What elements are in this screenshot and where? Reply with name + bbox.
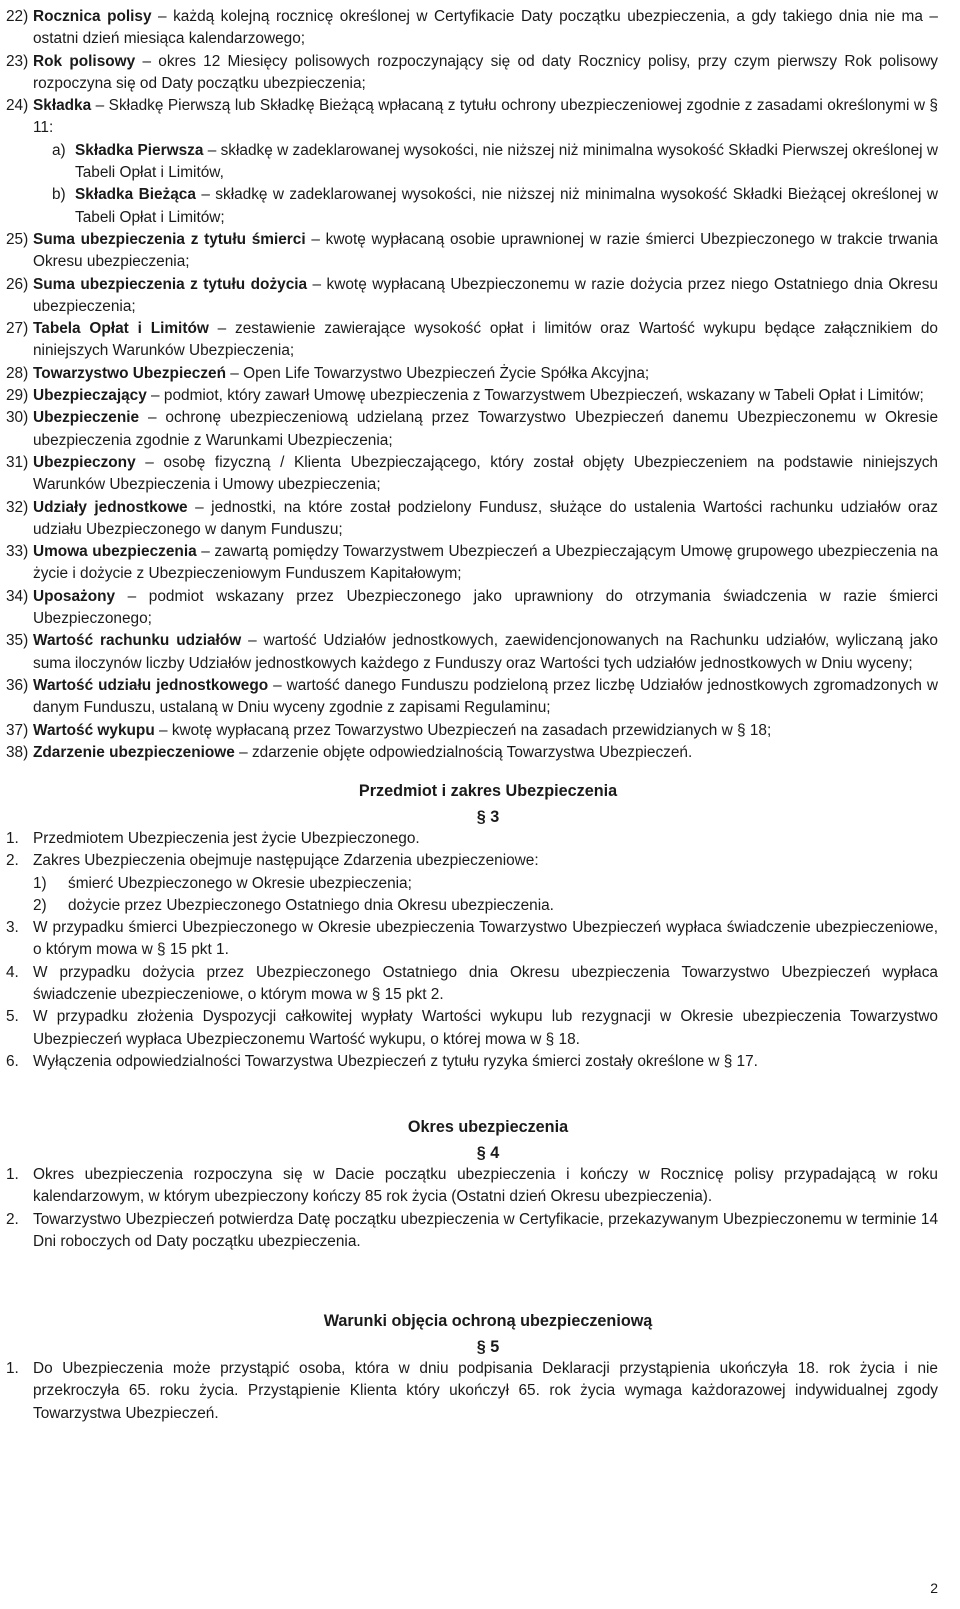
- term: Wartość rachunku udziałów: [33, 632, 242, 650]
- term: Suma ubezpieczenia z tytułu śmierci: [33, 230, 306, 248]
- item-text: W przypadku dożycia przez Ubezpieczonego Ostatniego dnia Okresu ubezpieczenia Towarzystwo Ubezpieczeń wypłaca świadczenie ubezpieczeniowe, o którym mowa w § 15 pkt 2.: [33, 963, 938, 1004]
- term: Towarzystwo Ubezpieczeń: [33, 364, 226, 382]
- list-item: [0, 917, 960, 962]
- definition-text: – Składkę Pierwszą lub Składkę Bieżącą wpłacaną z tytułu ochrony ubezpieczeniowej zgodnie z zasadami określonymi w § 11:: [33, 97, 938, 137]
- item-number: 37): [6, 721, 29, 739]
- list-item: [0, 1164, 960, 1209]
- item-number: 38): [6, 743, 29, 761]
- definition-text: – podmiot, który zawarł Umowę ubezpieczenia z Towarzystwem Ubezpieczeń, wskazany w Tabeli Opłat i Limitów;: [146, 387, 924, 405]
- list-item: [0, 850, 960, 872]
- item-number: 33): [6, 543, 29, 561]
- definition-item: [0, 385, 960, 407]
- definition-text: – podmiot wskazany przez Ubezpieczonego jako uprawniony do otrzymania świadczenia w razie śmierci Ubezpieczonego;: [33, 587, 938, 628]
- term: Rocznica polisy: [33, 8, 152, 25]
- definition-item: [0, 318, 960, 363]
- definition-text: – zestawienie zawierające wysokość opłat i limitów oraz Wartość wykupu będące załącznikiem do niniejszych Warunków Ubezpieczenia;: [33, 320, 938, 360]
- item-number: 2.: [6, 1210, 19, 1228]
- item-number: 36): [6, 676, 29, 694]
- list-item: [0, 828, 960, 850]
- item-text: Towarzystwo Ubezpieczeń potwierdza Datę początku ubezpieczenia w Certyfikacie, przekazywanym Ubezpieczonemu w terminie 14 Dni roboczych od Daty początku ubezpieczenia.: [33, 1210, 938, 1250]
- item-number: 23): [6, 52, 29, 70]
- list-item: [0, 1209, 960, 1254]
- definition-text: – kwotę wypłacaną przez Towarzystwo Ubezpieczeń na zasadach przewidzianych w § 18;: [154, 721, 772, 739]
- definition-text: – okres 12 Miesięcy polisowych rozpoczynający się od daty Rocznicy polisy, przy czym pierwszy Rok polisowy rozpoczyna się od Daty początku ubezpieczenia;: [33, 52, 938, 92]
- item-number: 30): [6, 409, 29, 427]
- term: Składka Bieżąca: [75, 186, 196, 204]
- term: Uposażony: [33, 587, 116, 605]
- item-text: Przedmiotem Ubezpieczenia jest życie Ubezpieczonego.: [33, 830, 420, 847]
- term: Ubezpieczający: [33, 387, 147, 405]
- item-number: 4.: [6, 963, 19, 981]
- definition-text: – osobę fizyczną / Klienta Ubezpieczającego, który został objęty Ubezpieczeniem na podstawie niniejszych Warunków Ubezpieczenia i Umowy ubezpieczenia;: [33, 453, 938, 494]
- definition-text: – ochronę ubezpieczeniową udzielaną przez Towarzystwo Ubezpieczeń danemu Ubezpieczonemu w Okresie ubezpieczenia zgodnie z Warunkami Ubezpieczenia;: [33, 409, 938, 449]
- item-number: 5.: [6, 1008, 19, 1026]
- definition-item: [0, 452, 960, 497]
- definition-text: – każdą kolejną rocznicę określonej w Certyfikacie Daty początku ubezpieczenia, a gdy takiego dnia nie ma – ostatni dzień miesiąca kalendarzowego;: [33, 8, 938, 48]
- section-title: Okres ubezpieczenia: [407, 1118, 569, 1136]
- definition-item: [0, 541, 960, 586]
- item-number: 1.: [6, 830, 19, 847]
- subitem-text: śmierć Ubezpieczonego w Okresie ubezpieczenia;: [68, 874, 412, 892]
- item-text: Okres ubezpieczenia rozpoczyna się w Dacie początku ubezpieczenia i kończy w Rocznicę polisy przypadającą w roku kalendarzowym, w którym ubezpieczony kończy 85 rok życia (Ostatni dzień Okresu ubezpieczenia).: [33, 1166, 938, 1206]
- definition-item: [0, 95, 960, 140]
- page-number: 2: [930, 1580, 938, 1596]
- item-number: 25): [6, 230, 29, 248]
- item-number: 29): [6, 387, 29, 405]
- list-item: [0, 1051, 960, 1073]
- definition-text: – zawartą pomiędzy Towarzystwem Ubezpieczeń a Ubezpieczającym Umowę grupowego ubezpieczenia na życie i dożycie z Ubezpieczeniowym Funduszem Kapitałowym;: [33, 543, 938, 583]
- definition-subitem: [0, 184, 960, 229]
- item-number: 27): [6, 320, 29, 338]
- definition-text: – wartość Udziałów jednostkowych, zaewidencjonowanych na Rachunku udziałów, wyliczaną jako suma iloczynów liczby Udziałów jednostkowych każdego z Funduszy oraz Wartości tych udziałów jednostkowych w Dniu wyceny;: [33, 632, 938, 672]
- item-number: 35): [6, 632, 29, 650]
- subitem-text: dożycie przez Ubezpieczonego Ostatniego dnia Okresu ubezpieczenia.: [68, 896, 554, 914]
- section-3: [0, 780, 960, 1073]
- term: Wartość wykupu: [33, 721, 155, 739]
- item-text: Zakres Ubezpieczenia obejmuje następujące Zdarzenia ubezpieczeniowe:: [33, 852, 539, 870]
- section-title: Przedmiot i zakres Ubezpieczenia: [358, 782, 618, 800]
- section-paragraph-number: § 4: [476, 1144, 500, 1162]
- definition-item: [0, 497, 960, 542]
- item-number: 22): [6, 8, 29, 25]
- term: Ubezpieczony: [33, 453, 136, 471]
- list-subitem: [0, 873, 960, 895]
- definition-text: – wartość danego Funduszu podzieloną przez liczbę Udziałów jednostkowych zgromadzonych w danym Funduszu, ustalaną w Dniu wyceny zgodnie z zapisami Regulaminu;: [33, 676, 938, 717]
- subitem-letter: a): [52, 141, 66, 159]
- definitions-list: [0, 6, 960, 764]
- item-number: 31): [6, 453, 29, 471]
- item-text: Do Ubezpieczenia może przystąpić osoba, która w dniu podpisania Deklaracji przystąpienia ukończyła 18. rok życia i nie przekroczyła 65. roku życia. Przystąpienie Klienta który ukończył 65. rok życia wymaga każdorazowej indywidualnej zgody Towarzystwa Ubezpieczeń.: [33, 1360, 938, 1422]
- definition-text: – składkę w zadeklarowanej wysokości, nie niższej niż minimalna wysokość Składki Pierwszej określonej w Tabeli Opłat i Limitów,: [75, 141, 938, 182]
- item-number: 1.: [6, 1360, 19, 1377]
- subitem-number: 1): [33, 874, 47, 892]
- item-text: W przypadku śmierci Ubezpieczonego w Okresie ubezpieczenia Towarzystwo Ubezpieczeń wypłaca świadczenie ubezpieczeniowe, o którym mowa w § 15 pkt 1.: [33, 919, 938, 959]
- definition-item: [0, 229, 960, 274]
- definition-item: [0, 742, 960, 764]
- item-number: 28): [6, 364, 29, 382]
- term: Składka: [33, 97, 92, 115]
- item-number: 3.: [6, 919, 19, 937]
- term: Ubezpieczenie: [33, 409, 140, 427]
- definition-item: [0, 675, 960, 720]
- section-title: Warunki objęcia ochroną ubezpieczeniową: [323, 1312, 653, 1330]
- item-number: 34): [6, 587, 29, 605]
- term: Zdarzenie ubezpieczeniowe: [33, 743, 235, 761]
- list-item: [0, 962, 960, 1007]
- item-text: Wyłączenia odpowiedzialności Towarzystwa Ubezpieczeń z tytułu ryzyka śmierci zostały określone w § 17.: [33, 1052, 758, 1070]
- term: Suma ubezpieczenia z tytułu dożycia: [33, 275, 308, 293]
- definition-text: – Open Life Towarzystwo Ubezpieczeń Życie Spółka Akcyjna;: [226, 364, 650, 382]
- item-number: 2.: [6, 852, 19, 870]
- list-item: [0, 1358, 960, 1425]
- item-number: 32): [6, 498, 29, 516]
- item-number: 24): [6, 97, 29, 115]
- definition-item: [0, 6, 960, 51]
- subitem-letter: b): [52, 186, 66, 204]
- item-number: 26): [6, 275, 29, 293]
- list-item: [0, 1006, 960, 1051]
- term: Umowa ubezpieczenia: [33, 543, 197, 561]
- item-number: 6.: [6, 1052, 19, 1070]
- definition-item: [0, 720, 960, 742]
- section-5: [0, 1310, 960, 1425]
- definition-text: – składkę w zadeklarowanej wysokości, nie niższej niż minimalna wysokość Składki Bieżącej określonej w Tabeli Opłat i Limitów;: [75, 186, 939, 226]
- definition-text: – zdarzenie objęte odpowiedzialnością Towarzystwa Ubezpieczeń.: [234, 743, 693, 761]
- definition-item: [0, 274, 960, 319]
- item-number: 1.: [6, 1166, 19, 1183]
- definition-item: [0, 586, 960, 631]
- definition-text: – kwotę wypłacaną osobie uprawnionej w razie śmierci Ubezpieczonego w trakcie trwania Okresu ubezpieczenia;: [33, 230, 938, 271]
- definition-item: [0, 363, 960, 385]
- term: Składka Pierwsza: [75, 141, 204, 159]
- section-paragraph-number: § 3: [476, 808, 500, 826]
- term: Wartość udziału jednostkowego: [33, 676, 269, 694]
- definition-item: [0, 630, 960, 675]
- definition-text: – kwotę wypłacaną Ubezpieczonemu w razie dożycia przez niego Ostatniego dnia Okresu ubezpieczenia;: [33, 275, 938, 315]
- term: Udziały jednostkowe: [33, 498, 188, 516]
- item-text: W przypadku złożenia Dyspozycji całkowitej wypłaty Wartości wykupu lub rezygnacji w Okresie ubezpieczenia Towarzystwo Ubezpieczeń wypłaca Ubezpieczonemu Wartość wykupu, o której mowa w § 18.: [33, 1008, 938, 1048]
- term: Tabela Opłat i Limitów: [33, 320, 209, 338]
- term: Rok polisowy: [33, 52, 136, 70]
- definition-text: – jednostki, na które został podzielony Fundusz, służące do ustalenia Wartości rachunku udziałów oraz udziału Ubezpieczonego w danym Funduszu;: [33, 498, 938, 538]
- list-subitem: [0, 895, 960, 917]
- definition-item: [0, 407, 960, 452]
- subitem-number: 2): [33, 896, 47, 914]
- definition-item: [0, 51, 960, 96]
- section-paragraph-number: § 5: [476, 1338, 500, 1356]
- section-4: [0, 1116, 960, 1253]
- definition-subitem: [0, 140, 960, 185]
